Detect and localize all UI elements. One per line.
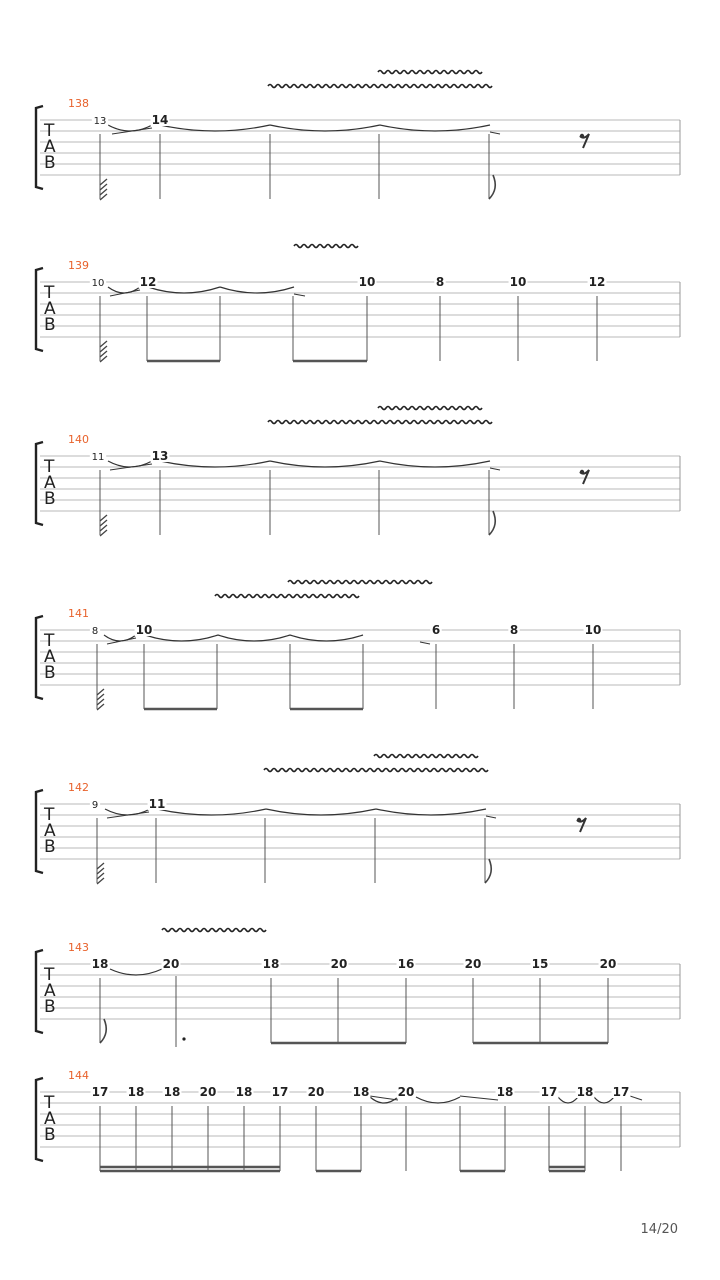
- fret-number: 14: [151, 113, 169, 127]
- tab-clef-letter-a: A: [44, 981, 56, 1001]
- tab-clef-letter-a: A: [44, 1109, 56, 1129]
- fret-number: 20: [397, 1085, 415, 1099]
- tie-arc: [104, 635, 136, 641]
- tab-system-140: [36, 433, 680, 536]
- vibrato-mark: [264, 769, 488, 772]
- tab-clef-letter-b: B: [44, 997, 56, 1017]
- system-bracket: [36, 106, 43, 189]
- fret-number: 6: [431, 623, 441, 637]
- fret-number: 20: [307, 1085, 325, 1099]
- vibrato-mark: [268, 85, 492, 88]
- tie-arc: [376, 809, 486, 815]
- grace-fret-number: 8: [91, 626, 99, 637]
- tie-arc: [157, 809, 266, 815]
- vibrato-mark: [378, 407, 482, 410]
- tab-clef-letter-a: A: [44, 473, 56, 493]
- fret-number: 18: [127, 1085, 145, 1099]
- eighth-rest-dot: [580, 134, 584, 138]
- grace-fret-number: 10: [91, 278, 105, 289]
- fret-number: 8: [509, 623, 519, 637]
- system-bracket: [36, 790, 43, 873]
- fret-number: 18: [262, 957, 280, 971]
- vibrato-mark: [294, 245, 358, 248]
- fret-number: 18: [91, 957, 109, 971]
- rhythm-dot: [182, 1037, 185, 1040]
- tab-clef-letter-b: B: [44, 489, 56, 509]
- tab-clef-letter-t: T: [44, 805, 55, 825]
- release-slide: [294, 294, 305, 296]
- measure-number: 142: [68, 781, 89, 794]
- tie-arc: [110, 969, 162, 975]
- tie-arc: [105, 809, 150, 815]
- fret-number: 10: [584, 623, 602, 637]
- tab-clef-letter-b: B: [44, 837, 56, 857]
- tab-clef-letter-t: T: [44, 965, 55, 985]
- release-slide: [486, 816, 496, 818]
- tie-arc: [266, 809, 376, 815]
- vibrato-mark: [288, 581, 432, 584]
- measure-number: 139: [68, 259, 89, 272]
- vibrato-mark: [162, 929, 266, 932]
- tie-arc: [270, 125, 380, 131]
- tab-system-141: [36, 607, 680, 710]
- tab-system-139: [36, 259, 680, 362]
- tie-arc: [108, 125, 152, 131]
- tie-arc: [148, 287, 220, 293]
- fret-number: 8: [435, 275, 445, 289]
- system-bracket: [36, 268, 43, 351]
- tab-system-142: [36, 781, 680, 884]
- tab-clef-letter-a: A: [44, 299, 56, 319]
- tab-clef-letter-a: A: [44, 821, 56, 841]
- fret-number: 16: [397, 957, 415, 971]
- fret-number: 15: [531, 957, 549, 971]
- tie-arc: [218, 635, 290, 641]
- tie-arc: [270, 461, 380, 467]
- fret-number: 17: [612, 1085, 630, 1099]
- vibrato-mark: [268, 421, 492, 424]
- fret-number: 20: [199, 1085, 217, 1099]
- grace-fret-number: 9: [91, 800, 99, 811]
- release-slide: [490, 132, 500, 134]
- release-slide: [490, 468, 500, 470]
- tab-system-143: [36, 941, 680, 1047]
- tab-clef-letter-t: T: [44, 1093, 55, 1113]
- vibrato-mark: [215, 595, 359, 598]
- tab-clef-letter-t: T: [44, 631, 55, 651]
- measure-number: 141: [68, 607, 89, 620]
- system-bracket: [36, 616, 43, 699]
- note-flag: [485, 859, 491, 883]
- fret-number: 11: [148, 797, 166, 811]
- tab-clef-letter-b: B: [44, 663, 56, 683]
- measure-number: 138: [68, 97, 89, 110]
- tab-clef-letter-a: A: [44, 137, 56, 157]
- grace-fret-number: 11: [91, 452, 105, 463]
- fret-number: 20: [599, 957, 617, 971]
- measure-number: 144: [68, 1069, 89, 1082]
- fret-number: 20: [162, 957, 180, 971]
- measure-number: 140: [68, 433, 89, 446]
- system-bracket: [36, 1078, 43, 1161]
- fret-number: 20: [330, 957, 348, 971]
- fret-number: 18: [352, 1085, 370, 1099]
- fret-number: 12: [139, 275, 157, 289]
- tab-clef-letter-t: T: [44, 121, 55, 141]
- fret-number: 18: [496, 1085, 514, 1099]
- tie-arc: [380, 125, 490, 131]
- tie-arc: [160, 125, 270, 131]
- vibrato-mark: [374, 755, 478, 758]
- tab-clef-letter-t: T: [44, 283, 55, 303]
- tie-arc: [416, 1097, 460, 1103]
- tie-arc: [558, 1097, 578, 1103]
- tie-arc: [108, 461, 152, 467]
- fret-number: 18: [576, 1085, 594, 1099]
- tab-clef-letter-t: T: [44, 457, 55, 477]
- page-indicator: 14/20: [640, 1222, 678, 1237]
- fret-number: 20: [464, 957, 482, 971]
- fret-number: 17: [540, 1085, 558, 1099]
- tab-system-138: [36, 97, 680, 200]
- tie-arc: [145, 635, 218, 641]
- slide-line: [630, 1096, 642, 1100]
- tab-clef-letter-b: B: [44, 153, 56, 173]
- grace-fret-number: 13: [93, 116, 107, 127]
- tie-arc: [108, 287, 140, 293]
- tab-system-144: [36, 1069, 680, 1171]
- fret-number: 10: [509, 275, 527, 289]
- fret-number: 10: [358, 275, 376, 289]
- system-bracket: [36, 442, 43, 525]
- tie-arc: [594, 1097, 614, 1103]
- tie-arc: [220, 287, 294, 293]
- fret-number: 18: [163, 1085, 181, 1099]
- fret-number: 10: [135, 623, 153, 637]
- tie-arc: [380, 461, 490, 467]
- note-flag: [100, 1019, 106, 1043]
- tie-arc: [290, 635, 363, 641]
- fret-number: 17: [91, 1085, 109, 1099]
- release-slide: [420, 642, 430, 644]
- eighth-rest-dot: [577, 818, 581, 822]
- vibrato-mark: [378, 71, 482, 74]
- eighth-rest-dot: [580, 470, 584, 474]
- tab-clef-letter-a: A: [44, 647, 56, 667]
- note-flag: [489, 511, 495, 535]
- tab-clef-letter-b: B: [44, 315, 56, 335]
- note-flag: [489, 175, 495, 199]
- system-bracket: [36, 950, 43, 1033]
- slide-line: [460, 1096, 498, 1100]
- fret-number: 12: [588, 275, 606, 289]
- fret-number: 13: [151, 449, 169, 463]
- tie-arc: [160, 461, 270, 467]
- fret-number: 18: [235, 1085, 253, 1099]
- fret-number: 17: [271, 1085, 289, 1099]
- tab-clef-letter-b: B: [44, 1125, 56, 1145]
- measure-number: 143: [68, 941, 89, 954]
